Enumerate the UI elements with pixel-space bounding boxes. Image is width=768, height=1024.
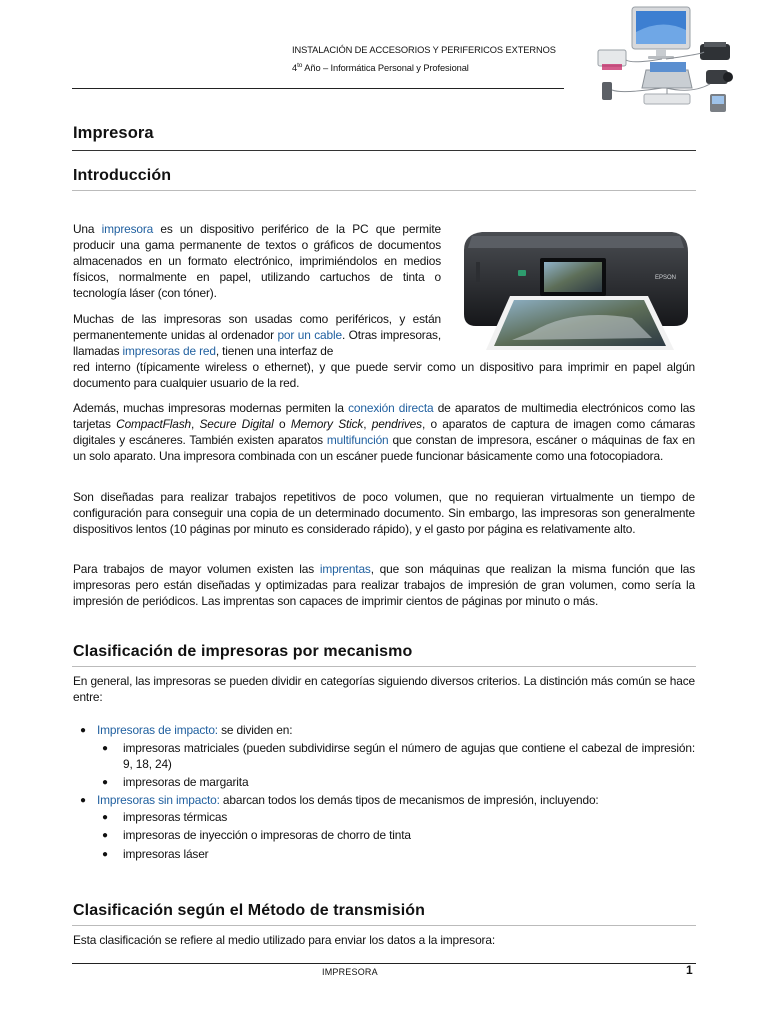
text-run: , tienen una interfaz de — [215, 344, 334, 358]
text-run: en un solo aparato. Una impresora combinada con un escáner puede funcionar básicamente como una — [73, 433, 695, 463]
title-rule — [72, 150, 696, 151]
transmision-heading: Clasificación según el Método de transmisión — [73, 902, 426, 919]
hyperlink-text[interactable]: multifunción — [326, 433, 389, 447]
text-run: que permite producir una gama permanente de textos o gráficos de documentos almacenados en un formato electrónico, imprimiéndolos en medios físicos, normalmente en — [73, 222, 441, 284]
text-run: y — [115, 433, 129, 447]
list-subitem: impresoras matriciales (pueden subdividirse según el número de agujas que contiene el cabezal de impresión: 9, 18, 24) — [123, 741, 695, 771]
transmision-paragraph: Esta clasificación se refiere al medio utilizado para enviar los datos a la impresora: — [73, 933, 495, 947]
text-run: dispositivo periférico — [200, 222, 309, 236]
intro-rule — [72, 190, 696, 191]
page-number: 1 — [686, 963, 693, 977]
list-subitem: impresoras de inyección o impresoras de chorro de tinta — [123, 828, 411, 842]
list-subitem: impresoras láser — [123, 847, 209, 861]
italic-text: CompactFlash — [116, 417, 191, 431]
text-run: que constan de impresora, escáner o máquinas de — [388, 433, 663, 447]
list-bullet: ● — [102, 849, 108, 860]
intro-paragraph-2-continued: red interno (típicamente wireless o ethernet), y que puede servir como un dispositivo para imprimir en papel algún documento para cualquier usuario de la red. — [73, 360, 695, 390]
mecanismo-heading: Clasificación de impresoras por mecanismo — [73, 643, 413, 660]
mecanismo-rule — [72, 666, 696, 667]
hyperlink-text[interactable]: impresoras de red — [122, 344, 216, 358]
text-run: Para trabajos de mayor volumen existen las — [73, 562, 320, 576]
hyperlink-text[interactable]: conexión directa — [348, 401, 434, 415]
text-run: Además, muchas impresoras modernas permiten la — [73, 401, 349, 415]
text-run: . Otras impresoras, llamadas — [73, 328, 441, 358]
list-bullet: ● — [102, 830, 108, 841]
text-run: . También existen aparatos — [182, 433, 327, 447]
list-item-sin-impacto: Impresoras sin impacto: abarcan todos los demás tipos de mecanismos de impresión, incluyendo: — [97, 793, 599, 807]
list-bullet: ● — [102, 777, 108, 788]
text-run: , — [363, 417, 372, 431]
list-subitem: impresoras térmicas — [123, 810, 228, 824]
text-run: Muchas de las impresoras son usadas como periféricos, y están permanentemente unidas al ordenador — [73, 312, 441, 342]
page-title: Impresora — [73, 124, 154, 142]
mecanismo-paragraph: En general, las impresoras se pueden dividir en categorías siguiendo diversos criterios. La distinción más común se hace entre: — [73, 674, 695, 704]
text-run: PC — [352, 222, 369, 236]
running-header — [292, 43, 556, 76]
footer-label: IMPRESORA — [322, 967, 378, 977]
italic-text: pendrives — [371, 417, 422, 431]
header-subtitle: $4^{to}$ Año – Informática Personal y Profesional — [292, 62, 469, 74]
hyperlink-text[interactable]: impresora — [101, 222, 154, 236]
italic-text: Secure Digital — [199, 417, 274, 431]
list-bullet: ● — [80, 795, 86, 806]
intro-paragraph-5 — [73, 561, 695, 609]
text-run: de la — [308, 222, 353, 236]
text-run: es un — [153, 222, 201, 236]
intro-heading: Introducción — [73, 167, 172, 184]
text-run: , — [191, 417, 200, 431]
epson-printer-photo — [452, 222, 695, 352]
text-run: , que son máquinas que realizan la misma función que las impresoras pero están diseñadas y optimizadas para realizar trabajos de impresión de gran volumen, como sería la impresión de periódicos. Las imprentas son capaces de imprimir cientos de páginas por minuto o más. — [73, 562, 695, 608]
header-course-title: INSTALACIÓN DE ACCESORIOS Y PERIFERICOS EXTERNOS — [292, 45, 556, 55]
text-run: cartuchos de tinta — [319, 270, 425, 284]
intro-paragraph-2-wrap — [73, 311, 441, 359]
list-item-impacto: Impresoras de impacto: se dividen en: — [97, 723, 293, 737]
text-run: tóner — [183, 286, 210, 300]
text-run: escáneres — [128, 433, 183, 447]
text-run: cámaras digitales — [73, 417, 696, 447]
text-run: , o aparatos de captura de imagen como — [421, 417, 651, 431]
text-run: láser — [129, 286, 155, 300]
text-run: . — [659, 449, 664, 463]
text-run: ). — [209, 286, 217, 300]
list-bullet: ● — [80, 725, 86, 736]
text-run: fotocopiadora — [589, 449, 660, 463]
intro-paragraph-3 — [73, 400, 695, 464]
list-bullet: ● — [102, 743, 108, 754]
computer-peripherals-illustration — [592, 4, 740, 122]
footer-rule — [72, 963, 696, 964]
text-run: Una — [73, 222, 102, 236]
printer-brand-label: EPSON — [655, 275, 677, 281]
text-run: , utilizando — [247, 270, 320, 284]
list-subitem: impresoras de margarita — [123, 775, 249, 789]
text-run: papel — [219, 270, 248, 284]
text-run: (con — [154, 286, 184, 300]
hyperlink-text[interactable]: por un cable — [277, 328, 342, 342]
transmision-rule — [72, 925, 696, 926]
list-bullet: ● — [102, 812, 108, 823]
text-run: de aparatos de multimedia electrónicos como las tarjetas — [73, 401, 695, 431]
intro-paragraph-1 — [73, 221, 441, 301]
italic-text: Memory Stick — [290, 417, 364, 431]
header-rule — [72, 88, 564, 89]
hyperlink-text[interactable]: imprentas — [319, 562, 371, 576]
text-run: o tecnología — [73, 270, 442, 300]
text-run: o — [273, 417, 291, 431]
intro-paragraph-4: Son diseñadas para realizar trabajos repetitivos de poco volumen, que no requieran virtualmente un tiempo de configuración para conseguir una copia de un determinado documento. Sin embargo, las impresoras son generalmente dispositivos lentos (10 páginas por minuto es considerado rápido), y el gasto por página es relativamente alto. — [73, 490, 695, 536]
text-run: fax — [662, 433, 679, 447]
